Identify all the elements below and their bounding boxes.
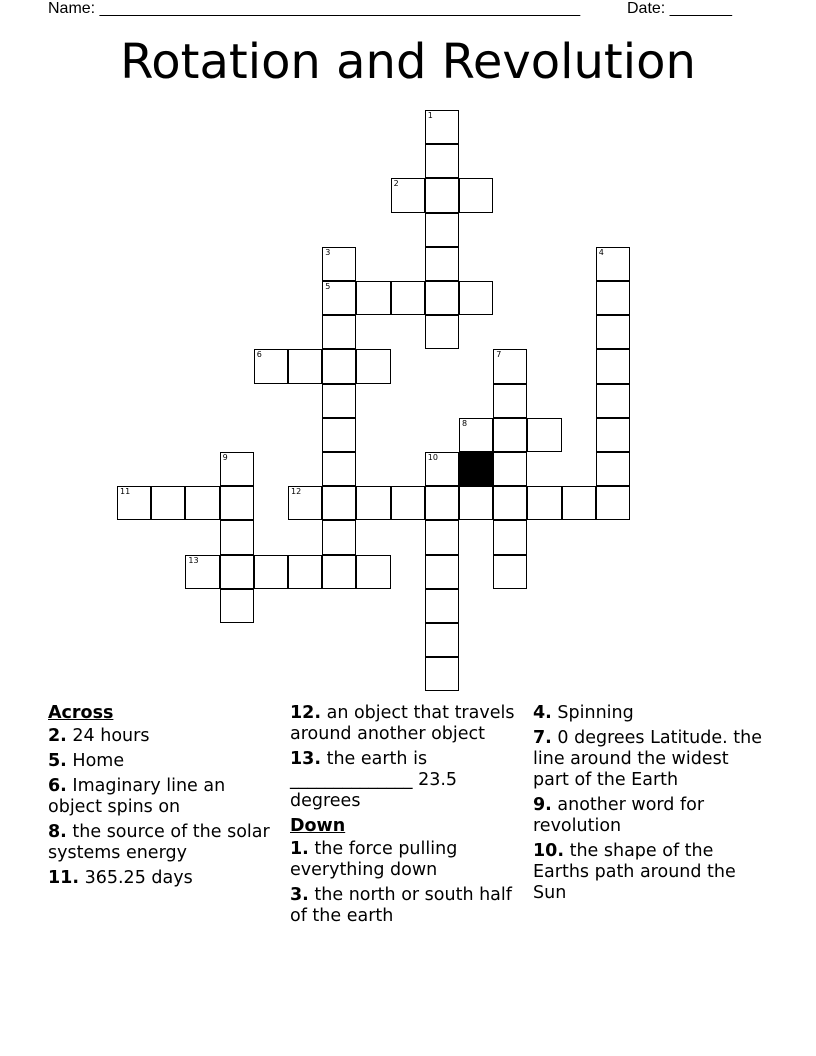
page-title: Rotation and Revolution — [120, 34, 696, 90]
cell-number: 12 — [291, 487, 302, 497]
grid-cell[interactable] — [117, 486, 151, 520]
grid-cell[interactable] — [493, 486, 527, 520]
grid-cell[interactable] — [322, 555, 356, 589]
grid-cell[interactable] — [220, 486, 254, 520]
grid-cell[interactable] — [322, 384, 356, 418]
across-clue — [48, 726, 283, 747]
clue-number: 13. — [290, 749, 322, 769]
clues-column-1 — [48, 703, 283, 893]
grid-cell[interactable] — [425, 178, 459, 212]
black-cell — [459, 452, 493, 486]
clue-text: 24 hours — [72, 726, 150, 746]
grid-cell[interactable] — [185, 486, 219, 520]
grid-cell[interactable] — [220, 520, 254, 554]
grid-cell[interactable] — [596, 418, 630, 452]
clue-text: the earth is ______________ 23.5 degrees — [290, 749, 458, 811]
grid-cell[interactable] — [356, 281, 390, 315]
grid-cell[interactable] — [596, 486, 630, 520]
grid-cell[interactable] — [356, 486, 390, 520]
down-clue — [533, 841, 768, 904]
grid-cell[interactable] — [322, 418, 356, 452]
clue-number: 10. — [533, 841, 565, 861]
grid-cell[interactable] — [391, 178, 425, 212]
cell-number: 13 — [188, 555, 199, 565]
cell-number: 5 — [325, 282, 331, 291]
clue-text: an object that travels around another object — [290, 703, 515, 744]
across-clue — [48, 776, 283, 818]
grid-cell[interactable] — [596, 384, 630, 418]
clue-text: the shape of the Earths path around the Sun — [533, 841, 736, 903]
across-clue — [290, 703, 525, 745]
grid-cell[interactable] — [527, 418, 561, 452]
grid-cell[interactable] — [425, 315, 459, 349]
clue-text: the force pulling everything down — [290, 839, 458, 880]
grid-cell[interactable] — [356, 555, 390, 589]
grid-cell[interactable] — [493, 418, 527, 452]
grid-cell[interactable] — [459, 281, 493, 315]
clue-text: 0 degrees Latitude. the line around the widest part of the Earth — [533, 728, 762, 790]
grid-cell[interactable] — [596, 281, 630, 315]
grid-cell[interactable] — [322, 315, 356, 349]
clue-number: 6. — [48, 776, 67, 796]
clue-number: 4. — [533, 703, 552, 723]
grid-cell[interactable] — [220, 555, 254, 589]
grid-cell[interactable] — [596, 452, 630, 486]
grid-cell[interactable] — [322, 281, 356, 315]
cell-number: 11 — [120, 487, 131, 497]
clue-number: 11. — [48, 868, 80, 888]
down-heading: Down — [290, 816, 346, 836]
grid-cell[interactable] — [459, 418, 493, 452]
across-heading: Across — [48, 703, 114, 723]
clue-number: 7. — [533, 728, 552, 748]
date-field[interactable]: Date: _______ — [627, 0, 732, 17]
grid-cell[interactable] — [185, 555, 219, 589]
grid-cell[interactable] — [288, 555, 322, 589]
cell-number: 4 — [598, 247, 604, 257]
across-clue — [48, 822, 283, 864]
grid-cell[interactable] — [288, 349, 322, 383]
across-clue — [48, 868, 283, 889]
cell-number: 10 — [427, 453, 438, 462]
grid-cell[interactable] — [562, 486, 596, 520]
grid-cell[interactable] — [493, 555, 527, 589]
grid-cell[interactable] — [459, 178, 493, 212]
grid-cell[interactable] — [425, 247, 459, 281]
cell-number: 3 — [325, 247, 331, 257]
grid-cell[interactable] — [425, 213, 459, 247]
down-clue — [533, 795, 768, 837]
grid-cell[interactable] — [527, 486, 561, 520]
clue-number: 1. — [290, 839, 309, 859]
clue-number: 12. — [290, 703, 322, 723]
clue-number: 5. — [48, 751, 67, 771]
clue-text: Spinning — [557, 703, 634, 723]
cell-number: 2 — [393, 179, 399, 189]
cell-number: 9 — [222, 453, 228, 462]
grid-cell[interactable] — [493, 452, 527, 486]
grid-cell[interactable] — [391, 281, 425, 315]
clue-number: 2. — [48, 726, 67, 746]
clue-text: Home — [72, 751, 125, 771]
grid-cell[interactable] — [151, 486, 185, 520]
grid-cell[interactable] — [425, 589, 459, 623]
down-clue — [533, 728, 768, 791]
clue-text: Imaginary line an object spins on — [48, 776, 226, 817]
clue-text: another word for revolution — [533, 795, 705, 836]
grid-cell[interactable] — [425, 555, 459, 589]
clue-text: the north or south half of the earth — [290, 885, 512, 926]
grid-cell[interactable] — [596, 247, 630, 281]
grid-cell[interactable] — [322, 247, 356, 281]
grid-cell[interactable] — [425, 144, 459, 178]
cell-number: 7 — [496, 350, 502, 360]
name-field[interactable]: Name: ______________________________________________________ — [48, 0, 581, 17]
grid-cell[interactable] — [356, 349, 390, 383]
grid-cell[interactable] — [322, 452, 356, 486]
clue-number: 9. — [533, 795, 552, 815]
grid-cell[interactable] — [425, 520, 459, 554]
clues-column-3 — [533, 703, 768, 908]
grid-cell[interactable] — [288, 486, 322, 520]
grid-cell[interactable] — [596, 349, 630, 383]
down-clue — [290, 885, 525, 927]
clue-number: 8. — [48, 822, 67, 842]
down-clue — [533, 703, 768, 724]
down-clue — [290, 839, 525, 881]
grid-cell[interactable] — [425, 110, 459, 144]
grid-cell[interactable] — [254, 349, 288, 383]
grid-cell[interactable] — [425, 452, 459, 486]
clue-text: the source of the solar systems energy — [48, 822, 270, 863]
grid-cell[interactable] — [322, 349, 356, 383]
grid-cell[interactable] — [425, 657, 459, 691]
grid-cell[interactable] — [425, 623, 459, 657]
grid-cell[interactable] — [220, 452, 254, 486]
grid-cell[interactable] — [459, 486, 493, 520]
grid-cell[interactable] — [322, 520, 356, 554]
clues-column-2 — [290, 703, 525, 931]
grid-cell[interactable] — [220, 589, 254, 623]
grid-cell[interactable] — [391, 486, 425, 520]
grid-cell[interactable] — [596, 315, 630, 349]
grid-cell[interactable] — [425, 486, 459, 520]
grid-cell[interactable] — [493, 520, 527, 554]
across-clue — [290, 749, 525, 812]
grid-cell[interactable] — [425, 281, 459, 315]
clue-number: 3. — [290, 885, 309, 905]
cell-number: 8 — [462, 418, 468, 428]
grid-cell[interactable] — [254, 555, 288, 589]
grid-cell[interactable] — [493, 384, 527, 418]
clue-text: 365.25 days — [84, 868, 193, 888]
cell-number: 6 — [256, 350, 262, 360]
across-clue — [48, 751, 283, 772]
grid-cell[interactable] — [322, 486, 356, 520]
cell-number: 1 — [427, 111, 433, 120]
grid-cell[interactable] — [493, 349, 527, 383]
